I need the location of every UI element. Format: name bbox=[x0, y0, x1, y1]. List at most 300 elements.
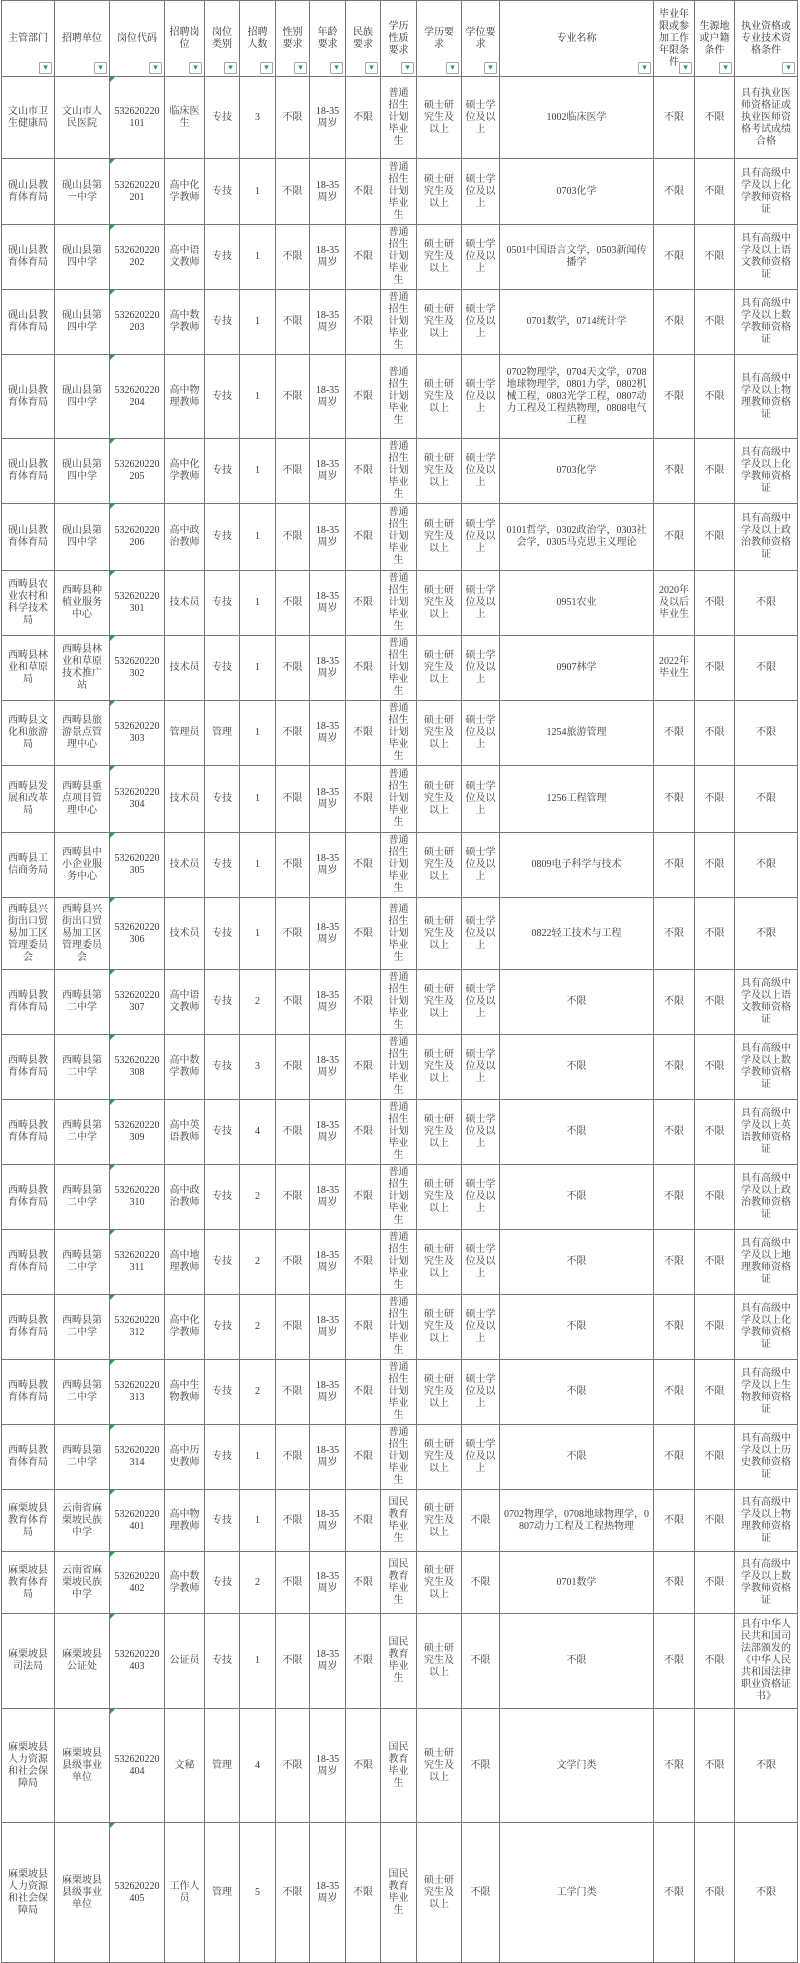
cell-unit: 砚山县第四中学 bbox=[55, 504, 110, 571]
filter-dropdown-button-code[interactable] bbox=[149, 62, 162, 74]
filter-dropdown-button-age[interactable] bbox=[330, 62, 343, 74]
stored-as-text-indicator-icon bbox=[110, 833, 115, 838]
cell-edu-nature: 国民教育毕业生 bbox=[381, 1709, 417, 1823]
cell-post: 高中化学教师 bbox=[165, 159, 205, 225]
cell-degree: 硕士学位及以上 bbox=[462, 225, 500, 290]
cell-category: 专技 bbox=[205, 355, 240, 439]
cell-dept: 西畴县教育体育局 bbox=[2, 1100, 55, 1165]
cell-unit: 西畴县中小企业服务中心 bbox=[55, 833, 110, 898]
cell-edu-nature: 普通招生计划毕业生 bbox=[381, 766, 417, 833]
column-header-major bbox=[500, 1, 654, 77]
cell-dept: 文山市卫生健康局 bbox=[2, 77, 55, 159]
cell-category: 专技 bbox=[205, 1614, 240, 1709]
column-label: 学位要求 bbox=[465, 26, 496, 50]
table-row bbox=[2, 1295, 798, 1360]
cell-qualification: 不限 bbox=[735, 571, 798, 636]
cutoff-text-fragment bbox=[615, 1830, 795, 1837]
cell-post: 文秘 bbox=[165, 1709, 205, 1823]
cell-major: 0907林学 bbox=[500, 636, 654, 701]
cell-gender: 不限 bbox=[276, 355, 310, 439]
filter-arrow-icon: ▼ bbox=[488, 64, 493, 71]
cell-grad-year: 不限 bbox=[654, 1100, 695, 1165]
cell-headcount: 1 bbox=[240, 290, 276, 355]
cell-edu-nature: 普通招生计划毕业生 bbox=[381, 833, 417, 898]
cell-category: 管理 bbox=[205, 1823, 240, 1963]
cell-code: 532620220202 bbox=[110, 225, 165, 290]
cell-code: 532620220313 bbox=[110, 1360, 165, 1425]
column-label: 年龄要求 bbox=[317, 26, 338, 50]
cell-headcount: 1 bbox=[240, 504, 276, 571]
stored-as-text-indicator-icon bbox=[110, 898, 115, 903]
stored-as-text-indicator-icon bbox=[110, 571, 115, 576]
cell-grad-year: 不限 bbox=[654, 290, 695, 355]
cell-qualification: 具有高级中学及以上政治教师资格证 bbox=[735, 504, 798, 571]
cell-major: 0101哲学，0302政治学，0303社会学，0305马克思主义理论 bbox=[500, 504, 654, 571]
cell-ethnicity: 不限 bbox=[346, 355, 381, 439]
cell-gender: 不限 bbox=[276, 504, 310, 571]
filter-dropdown-button-dept[interactable] bbox=[39, 62, 52, 74]
table-row bbox=[2, 1709, 798, 1823]
cell-gender: 不限 bbox=[276, 1295, 310, 1360]
cell-degree: 硕士学位及以上 bbox=[462, 1165, 500, 1230]
cell-age: 18-35周岁 bbox=[310, 1425, 346, 1490]
cell-dept: 砚山县教育体育局 bbox=[2, 504, 55, 571]
cell-edu-nature: 普通招生计划毕业生 bbox=[381, 504, 417, 571]
cell-grad-year: 不限 bbox=[654, 77, 695, 159]
cell-post: 工作人员 bbox=[165, 1823, 205, 1963]
cell-headcount: 2 bbox=[240, 1165, 276, 1230]
cell-major: 不限 bbox=[500, 970, 654, 1035]
cell-degree: 硕士学位及以上 bbox=[462, 77, 500, 159]
cell-qualification: 具有高级中学及以上物理教师资格证 bbox=[735, 355, 798, 439]
cell-residency: 不限 bbox=[695, 1230, 735, 1295]
filter-dropdown-button-residency[interactable] bbox=[719, 62, 732, 74]
cell-qualification: 具有中华人民共和国司法部颁发的《中华人民共和国法律职业资格证书》 bbox=[735, 1614, 798, 1709]
cell-age: 18-35周岁 bbox=[310, 1490, 346, 1552]
cell-code: 532620220307 bbox=[110, 970, 165, 1035]
filter-arrow-icon: ▼ bbox=[642, 64, 647, 71]
cell-residency: 不限 bbox=[695, 1100, 735, 1165]
cell-ethnicity: 不限 bbox=[346, 290, 381, 355]
cell-qualification: 不限 bbox=[735, 766, 798, 833]
cell-ethnicity: 不限 bbox=[346, 1823, 381, 1963]
column-header-education bbox=[417, 1, 462, 77]
filter-dropdown-button-grad-year[interactable] bbox=[679, 62, 692, 74]
stored-as-text-indicator-icon bbox=[110, 1165, 115, 1170]
cell-post: 公证员 bbox=[165, 1614, 205, 1709]
table-row bbox=[2, 504, 798, 571]
cell-dept: 砚山县教育体育局 bbox=[2, 290, 55, 355]
cell-ethnicity: 不限 bbox=[346, 636, 381, 701]
column-header-gender bbox=[276, 1, 310, 77]
cell-residency: 不限 bbox=[695, 898, 735, 970]
cell-headcount: 1 bbox=[240, 355, 276, 439]
stored-as-text-indicator-icon bbox=[110, 1100, 115, 1105]
cell-grad-year: 不限 bbox=[654, 1165, 695, 1230]
column-header-age bbox=[310, 1, 346, 77]
cell-age: 18-35周岁 bbox=[310, 355, 346, 439]
filter-dropdown-button-unit[interactable] bbox=[94, 62, 107, 74]
cell-age: 18-35周岁 bbox=[310, 636, 346, 701]
cell-post: 高中地理教师 bbox=[165, 1230, 205, 1295]
table-row bbox=[2, 1230, 798, 1295]
cell-dept: 麻栗坡县教育体育局 bbox=[2, 1490, 55, 1552]
cell-category: 专技 bbox=[205, 898, 240, 970]
cell-unit: 砚山县第四中学 bbox=[55, 355, 110, 439]
cell-qualification: 具有高级中学及以上化学教师资格证 bbox=[735, 1295, 798, 1360]
cell-headcount: 1 bbox=[240, 1614, 276, 1709]
cell-degree: 不限 bbox=[462, 1614, 500, 1709]
cell-code: 532620220401 bbox=[110, 1490, 165, 1552]
cell-post: 高中历史教师 bbox=[165, 1425, 205, 1490]
cell-gender: 不限 bbox=[276, 898, 310, 970]
cell-ethnicity: 不限 bbox=[346, 766, 381, 833]
column-label: 主管部门 bbox=[8, 32, 48, 44]
cell-grad-year: 不限 bbox=[654, 1709, 695, 1823]
cell-code: 532620220312 bbox=[110, 1295, 165, 1360]
cell-qualification: 具有高级中学及以上数学教师资格证 bbox=[735, 290, 798, 355]
cell-unit: 砚山县第四中学 bbox=[55, 439, 110, 504]
cell-headcount: 3 bbox=[240, 1035, 276, 1100]
cell-degree: 硕士学位及以上 bbox=[462, 1100, 500, 1165]
cell-gender: 不限 bbox=[276, 290, 310, 355]
cell-age: 18-35周岁 bbox=[310, 290, 346, 355]
cell-unit: 西畴县第二中学 bbox=[55, 1165, 110, 1230]
cell-ethnicity: 不限 bbox=[346, 898, 381, 970]
cell-post: 技术员 bbox=[165, 766, 205, 833]
cell-age: 18-35周岁 bbox=[310, 1165, 346, 1230]
stored-as-text-indicator-icon bbox=[110, 1360, 115, 1365]
cell-age: 18-35周岁 bbox=[310, 159, 346, 225]
cell-major: 1256工程管理 bbox=[500, 766, 654, 833]
cell-major: 不限 bbox=[500, 1614, 654, 1709]
cell-dept: 西畴县教育体育局 bbox=[2, 1425, 55, 1490]
cell-code: 532620220310 bbox=[110, 1165, 165, 1230]
cell-edu-nature: 普通招生计划毕业生 bbox=[381, 1035, 417, 1100]
cell-gender: 不限 bbox=[276, 701, 310, 766]
cell-age: 18-35周岁 bbox=[310, 439, 346, 504]
cell-age: 18-35周岁 bbox=[310, 1709, 346, 1823]
cell-dept: 西畴县教育体育局 bbox=[2, 1360, 55, 1425]
filter-dropdown-button-post[interactable] bbox=[189, 62, 202, 74]
filter-dropdown-button-category[interactable] bbox=[224, 62, 237, 74]
cell-dept: 麻栗坡县人力资源和社会保障局 bbox=[2, 1709, 55, 1823]
cell-age: 18-35周岁 bbox=[310, 1035, 346, 1100]
cell-major: 文学门类 bbox=[500, 1709, 654, 1823]
cell-edu-nature: 普通招生计划毕业生 bbox=[381, 1100, 417, 1165]
cell-age: 18-35周岁 bbox=[310, 1552, 346, 1614]
cell-age: 18-35周岁 bbox=[310, 1295, 346, 1360]
cell-unit: 文山市人民医院 bbox=[55, 77, 110, 159]
cell-post: 技术员 bbox=[165, 898, 205, 970]
cell-degree: 硕士学位及以上 bbox=[462, 970, 500, 1035]
cell-dept: 砚山县教育体育局 bbox=[2, 439, 55, 504]
column-label: 岗位类别 bbox=[212, 26, 232, 50]
cell-residency: 不限 bbox=[695, 1295, 735, 1360]
cell-qualification: 不限 bbox=[735, 636, 798, 701]
column-label: 招聘岗位 bbox=[169, 26, 200, 50]
cell-post: 高中物理教师 bbox=[165, 1490, 205, 1552]
table-row bbox=[2, 1614, 798, 1709]
cell-gender: 不限 bbox=[276, 636, 310, 701]
cell-headcount: 1 bbox=[240, 1490, 276, 1552]
cell-post: 高中数学教师 bbox=[165, 1552, 205, 1614]
cell-unit: 西畴县兴街出口贸易加工区管理委员会 bbox=[55, 898, 110, 970]
cell-ethnicity: 不限 bbox=[346, 504, 381, 571]
cell-major: 0701数学 bbox=[500, 1552, 654, 1614]
filter-arrow-icon: ▼ bbox=[193, 64, 198, 71]
cell-post: 管理员 bbox=[165, 701, 205, 766]
cell-residency: 不限 bbox=[695, 1425, 735, 1490]
column-label: 岗位代码 bbox=[117, 32, 157, 44]
cell-education: 硕士研究生及以上 bbox=[417, 636, 462, 701]
cell-dept: 西畴县教育体育局 bbox=[2, 1295, 55, 1360]
filter-dropdown-button-qualification[interactable] bbox=[782, 62, 795, 74]
cell-headcount: 2 bbox=[240, 1295, 276, 1360]
cell-age: 18-35周岁 bbox=[310, 571, 346, 636]
cell-post: 高中政治教师 bbox=[165, 504, 205, 571]
cell-age: 18-35周岁 bbox=[310, 77, 346, 159]
cell-degree: 硕士学位及以上 bbox=[462, 701, 500, 766]
cell-unit: 西畴县第二中学 bbox=[55, 1035, 110, 1100]
cell-ethnicity: 不限 bbox=[346, 701, 381, 766]
filter-dropdown-button-headcount[interactable] bbox=[260, 62, 273, 74]
column-header-dept bbox=[2, 1, 55, 77]
filter-dropdown-button-gender[interactable] bbox=[294, 62, 307, 74]
cell-category: 专技 bbox=[205, 1035, 240, 1100]
stored-as-text-indicator-icon bbox=[110, 504, 115, 509]
cell-education: 硕士研究生及以上 bbox=[417, 1230, 462, 1295]
table-row bbox=[2, 77, 798, 159]
cell-education: 硕士研究生及以上 bbox=[417, 439, 462, 504]
cell-post: 高中数学教师 bbox=[165, 290, 205, 355]
cell-headcount: 1 bbox=[240, 766, 276, 833]
cell-major: 不限 bbox=[500, 1165, 654, 1230]
cell-degree: 不限 bbox=[462, 1490, 500, 1552]
table-row bbox=[2, 1165, 798, 1230]
cell-residency: 不限 bbox=[695, 77, 735, 159]
cell-edu-nature: 普通招生计划毕业生 bbox=[381, 1295, 417, 1360]
column-header-grad-year bbox=[654, 1, 695, 77]
cell-category: 专技 bbox=[205, 1165, 240, 1230]
cell-gender: 不限 bbox=[276, 970, 310, 1035]
cell-ethnicity: 不限 bbox=[346, 439, 381, 504]
cell-category: 管理 bbox=[205, 701, 240, 766]
stored-as-text-indicator-icon bbox=[110, 1230, 115, 1235]
header-row bbox=[2, 1, 798, 77]
cell-age: 18-35周岁 bbox=[310, 1230, 346, 1295]
cell-category: 专技 bbox=[205, 1490, 240, 1552]
cell-category: 专技 bbox=[205, 77, 240, 159]
cell-grad-year: 不限 bbox=[654, 1823, 695, 1963]
cell-major: 0501中国语言文学，0503新闻传播学 bbox=[500, 225, 654, 290]
cell-unit: 西畴县林业和草原技术推广站 bbox=[55, 636, 110, 701]
cell-age: 18-35周岁 bbox=[310, 766, 346, 833]
column-label: 专业名称 bbox=[556, 32, 597, 44]
cell-edu-nature: 普通招生计划毕业生 bbox=[381, 1230, 417, 1295]
cell-edu-nature: 普通招生计划毕业生 bbox=[381, 701, 417, 766]
cell-edu-nature: 普通招生计划毕业生 bbox=[381, 898, 417, 970]
cell-major: 0951农业 bbox=[500, 571, 654, 636]
stored-as-text-indicator-icon bbox=[110, 439, 115, 444]
cell-education: 硕士研究生及以上 bbox=[417, 833, 462, 898]
filter-dropdown-button-education[interactable] bbox=[446, 62, 459, 74]
cell-edu-nature: 普通招生计划毕业生 bbox=[381, 1360, 417, 1425]
cell-post: 高中物理教师 bbox=[165, 355, 205, 439]
cell-education: 硕士研究生及以上 bbox=[417, 159, 462, 225]
cell-code: 532620220203 bbox=[110, 290, 165, 355]
table-row bbox=[2, 1360, 798, 1425]
column-header-residency bbox=[695, 1, 735, 77]
cell-edu-nature: 普通招生计划毕业生 bbox=[381, 159, 417, 225]
cell-major: 0702物理学，0708地球物理学，0807动力工程及工程热物理 bbox=[500, 1490, 654, 1552]
cell-degree: 硕士学位及以上 bbox=[462, 504, 500, 571]
cell-degree: 硕士学位及以上 bbox=[462, 1295, 500, 1360]
cell-ethnicity: 不限 bbox=[346, 970, 381, 1035]
cell-grad-year: 不限 bbox=[654, 701, 695, 766]
filter-dropdown-button-ethnicity[interactable] bbox=[365, 62, 378, 74]
filter-arrow-icon: ▼ bbox=[405, 64, 410, 71]
cell-gender: 不限 bbox=[276, 1425, 310, 1490]
column-label: 学历要求 bbox=[424, 26, 454, 50]
filter-arrow-icon: ▼ bbox=[43, 64, 48, 71]
cell-ethnicity: 不限 bbox=[346, 1614, 381, 1709]
cell-edu-nature: 国民教育毕业生 bbox=[381, 1552, 417, 1614]
cell-ethnicity: 不限 bbox=[346, 1100, 381, 1165]
cell-post: 高中化学教师 bbox=[165, 439, 205, 504]
cell-qualification: 具有高级中学及以上化学教师资格证 bbox=[735, 439, 798, 504]
cell-unit: 砚山县第四中学 bbox=[55, 225, 110, 290]
cell-education: 硕士研究生及以上 bbox=[417, 1425, 462, 1490]
filter-arrow-icon: ▼ bbox=[450, 64, 455, 71]
cell-dept: 西畴县教育体育局 bbox=[2, 970, 55, 1035]
cell-age: 18-35周岁 bbox=[310, 1614, 346, 1709]
column-header-category bbox=[205, 1, 240, 77]
cell-qualification: 不限 bbox=[735, 1823, 798, 1963]
cell-grad-year: 不限 bbox=[654, 1614, 695, 1709]
cell-gender: 不限 bbox=[276, 1035, 310, 1100]
cell-qualification: 具有高级中学及以上政治教师资格证 bbox=[735, 1165, 798, 1230]
cell-gender: 不限 bbox=[276, 1490, 310, 1552]
cell-major: 0822轻工技术与工程 bbox=[500, 898, 654, 970]
column-label: 招聘单位 bbox=[62, 32, 102, 44]
cell-grad-year: 不限 bbox=[654, 1490, 695, 1552]
cell-unit: 西畴县旅游景点管理中心 bbox=[55, 701, 110, 766]
filter-dropdown-button-degree[interactable] bbox=[484, 62, 497, 74]
cell-residency: 不限 bbox=[695, 701, 735, 766]
cell-category: 专技 bbox=[205, 1425, 240, 1490]
cell-education: 硕士研究生及以上 bbox=[417, 970, 462, 1035]
cell-major: 0703化学 bbox=[500, 439, 654, 504]
cell-residency: 不限 bbox=[695, 1552, 735, 1614]
cell-headcount: 1 bbox=[240, 898, 276, 970]
cell-qualification: 具有高级中学及以上语文教师资格证 bbox=[735, 225, 798, 290]
cell-degree: 硕士学位及以上 bbox=[462, 439, 500, 504]
cell-gender: 不限 bbox=[276, 571, 310, 636]
cell-category: 专技 bbox=[205, 766, 240, 833]
cell-grad-year: 不限 bbox=[654, 1425, 695, 1490]
cell-degree: 硕士学位及以上 bbox=[462, 290, 500, 355]
cell-headcount: 1 bbox=[240, 571, 276, 636]
table-row bbox=[2, 571, 798, 636]
cell-degree: 硕士学位及以上 bbox=[462, 766, 500, 833]
cell-edu-nature: 普通招生计划毕业生 bbox=[381, 77, 417, 159]
cell-degree: 硕士学位及以上 bbox=[462, 1360, 500, 1425]
cell-gender: 不限 bbox=[276, 1552, 310, 1614]
cell-grad-year: 不限 bbox=[654, 898, 695, 970]
cell-ethnicity: 不限 bbox=[346, 1165, 381, 1230]
cell-post: 高中英语教师 bbox=[165, 1100, 205, 1165]
cell-ethnicity: 不限 bbox=[346, 571, 381, 636]
cell-code: 532620220205 bbox=[110, 439, 165, 504]
cell-post: 高中语文教师 bbox=[165, 970, 205, 1035]
cell-grad-year: 不限 bbox=[654, 1360, 695, 1425]
cell-headcount: 5 bbox=[240, 1823, 276, 1963]
cell-residency: 不限 bbox=[695, 833, 735, 898]
filter-dropdown-button-major[interactable] bbox=[638, 62, 651, 74]
column-header-degree bbox=[462, 1, 500, 77]
cell-unit: 砚山县第一中学 bbox=[55, 159, 110, 225]
cell-headcount: 3 bbox=[240, 77, 276, 159]
cell-category: 专技 bbox=[205, 970, 240, 1035]
stored-as-text-indicator-icon bbox=[110, 290, 115, 295]
cell-headcount: 2 bbox=[240, 1230, 276, 1295]
cell-grad-year: 不限 bbox=[654, 970, 695, 1035]
cell-post: 临床医生 bbox=[165, 77, 205, 159]
cell-degree: 硕士学位及以上 bbox=[462, 571, 500, 636]
cell-education: 硕士研究生及以上 bbox=[417, 77, 462, 159]
cell-dept: 西畴县教育体育局 bbox=[2, 1165, 55, 1230]
cell-edu-nature: 国民教育毕业生 bbox=[381, 1823, 417, 1963]
cell-age: 18-35周岁 bbox=[310, 701, 346, 766]
cell-dept: 西畴县教育体育局 bbox=[2, 1230, 55, 1295]
cell-category: 专技 bbox=[205, 833, 240, 898]
cell-residency: 不限 bbox=[695, 1614, 735, 1709]
cell-major: 不限 bbox=[500, 1035, 654, 1100]
cell-major: 0701数学，0714统计学 bbox=[500, 290, 654, 355]
cell-age: 18-35周岁 bbox=[310, 225, 346, 290]
cell-headcount: 4 bbox=[240, 1709, 276, 1823]
cell-education: 硕士研究生及以上 bbox=[417, 290, 462, 355]
cell-residency: 不限 bbox=[695, 1823, 735, 1963]
cell-grad-year: 不限 bbox=[654, 439, 695, 504]
cell-code: 532620220403 bbox=[110, 1614, 165, 1709]
filter-arrow-icon: ▼ bbox=[334, 64, 339, 71]
cell-education: 硕士研究生及以上 bbox=[417, 504, 462, 571]
stored-as-text-indicator-icon bbox=[110, 225, 115, 230]
cell-education: 硕士研究生及以上 bbox=[417, 225, 462, 290]
cell-qualification: 具有高级中学及以上数学教师资格证 bbox=[735, 1552, 798, 1614]
cell-gender: 不限 bbox=[276, 225, 310, 290]
cell-headcount: 2 bbox=[240, 1552, 276, 1614]
table-row bbox=[2, 1823, 798, 1963]
cell-grad-year: 不限 bbox=[654, 766, 695, 833]
cell-qualification: 不限 bbox=[735, 701, 798, 766]
stored-as-text-indicator-icon bbox=[110, 1709, 115, 1714]
cell-qualification: 具有高级中学及以上地理教师资格证 bbox=[735, 1230, 798, 1295]
filter-arrow-icon: ▼ bbox=[723, 64, 728, 71]
filter-dropdown-button-edu-nature[interactable] bbox=[401, 62, 414, 74]
cell-education: 硕士研究生及以上 bbox=[417, 898, 462, 970]
cell-edu-nature: 普通招生计划毕业生 bbox=[381, 290, 417, 355]
cell-age: 18-35周岁 bbox=[310, 504, 346, 571]
cell-grad-year: 不限 bbox=[654, 159, 695, 225]
cell-unit: 西畴县重点项目管理中心 bbox=[55, 766, 110, 833]
cell-dept: 砚山县教育体育局 bbox=[2, 159, 55, 225]
cell-headcount: 1 bbox=[240, 225, 276, 290]
cell-category: 专技 bbox=[205, 571, 240, 636]
cell-headcount: 4 bbox=[240, 1100, 276, 1165]
